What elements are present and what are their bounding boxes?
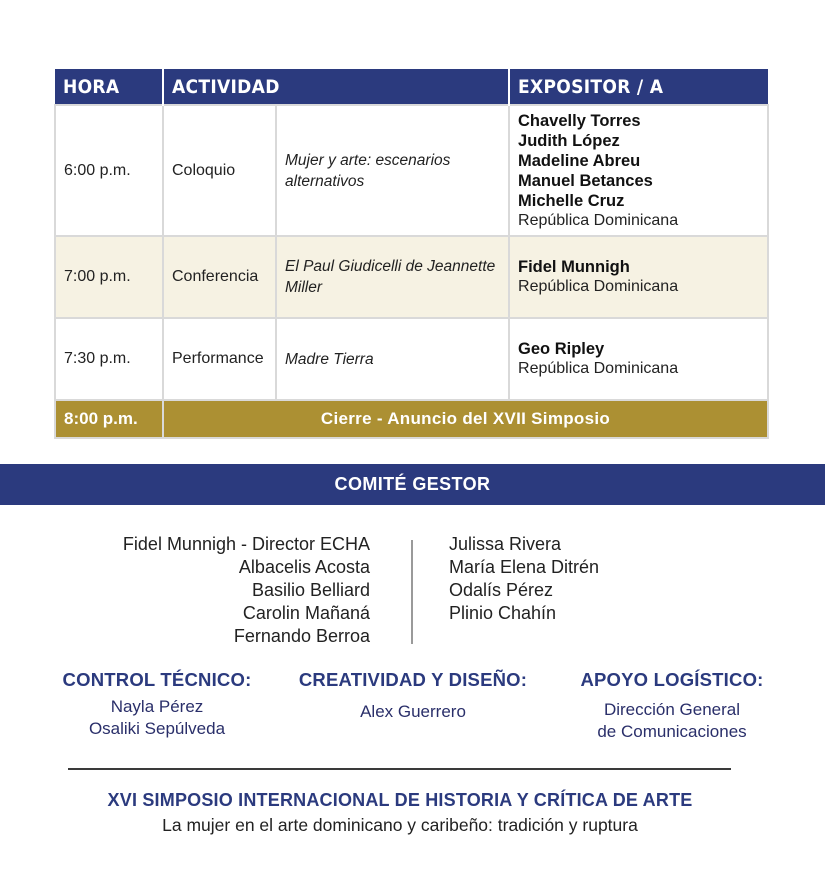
committee-list-left (123, 533, 370, 648)
credit-heading: CONTROL TÉCNICO: (62, 669, 252, 690)
speaker-name: Judith López (518, 131, 620, 150)
committee-heading: COMITÉ GESTOR (0, 464, 825, 505)
credit-heading: APOYO LOGÍSTICO: (580, 669, 764, 690)
row-time: 7:30 p.m. (55, 318, 163, 400)
header-expositor: EXPOSITOR / A (509, 69, 768, 105)
speaker-name: Chavelly Torres (518, 111, 641, 130)
speaker-country: República Dominicana (518, 211, 679, 229)
row-activity-title: El Paul Giudicelli de Jeannette Miller (276, 236, 509, 318)
speaker-country: República Dominicana (518, 360, 679, 377)
credit-person: Alex Guerrero (360, 702, 466, 721)
row-time: 6:00 p.m. (55, 105, 163, 236)
committee-member: Basilio Belliard (251, 580, 370, 600)
credit-person: Dirección General (603, 700, 741, 719)
speaker-name: Manuel Betances (518, 171, 653, 190)
credit-creatividad (288, 669, 538, 723)
footer-subtitle: La mujer en el arte dominicano y caribeño: tradición y ruptura (162, 815, 638, 835)
committee-member: Carolin Mañaná (242, 603, 370, 623)
committee-member: Fidel Munnigh - Director ECHA (122, 534, 370, 554)
row-speakers (509, 236, 768, 318)
credit-heading: CREATIVIDAD Y DISEÑO: (298, 669, 528, 690)
committee-list-right (449, 533, 599, 625)
speaker-country: República Dominicana (518, 278, 679, 295)
row-activity-title: Mujer y arte: escenarios alternativos (276, 105, 509, 236)
header-actividad: ACTIVIDAD (163, 69, 509, 105)
credit-person: Osaliki Sepúlveda (88, 719, 226, 738)
speaker-name: Fidel Munnigh (518, 258, 630, 276)
closing-row (55, 400, 768, 438)
row-activity-title: Madre Tierra (276, 318, 509, 400)
committee-member: Julissa Rivera (449, 534, 562, 554)
schedule-row (55, 236, 768, 318)
speaker-name: Michelle Cruz (518, 191, 625, 210)
speaker-name: Geo Ripley (518, 340, 605, 358)
committee-divider (411, 540, 413, 644)
header-hora: HORA (55, 69, 163, 105)
row-time: 7:00 p.m. (55, 236, 163, 318)
row-activity-type: Coloquio (163, 105, 276, 236)
schedule-row (55, 318, 768, 400)
committee-member: Odalís Pérez (449, 580, 554, 600)
closing-time: 8:00 p.m. (55, 400, 163, 438)
row-speakers (509, 105, 768, 236)
schedule-header-row (55, 69, 768, 105)
footer-title: XVI SIMPOSIO INTERNACIONAL DE HISTORIA Y CRÍTICA DE ARTE (107, 790, 693, 810)
schedule-row (55, 105, 768, 236)
speaker-name: Madeline Abreu (518, 151, 641, 170)
credit-person: Nayla Pérez (110, 697, 204, 716)
closing-text: Cierre - Anuncio del XVII Simposio (163, 400, 768, 438)
row-activity-type: Performance (163, 318, 276, 400)
committee-member: Plinio Chahín (449, 603, 557, 623)
committee-member: Albacelis Acosta (238, 557, 370, 577)
schedule-table (54, 69, 769, 439)
footer-divider (68, 768, 731, 770)
credit-apoyo-logistico (570, 669, 774, 743)
row-speakers (509, 318, 768, 400)
credit-control-tecnico (52, 669, 262, 740)
row-activity-type: Conferencia (163, 236, 276, 318)
committee-member: Fernando Berroa (233, 626, 370, 646)
credit-person: de Comunicaciones (597, 722, 747, 741)
committee-member: María Elena Ditrén (449, 557, 600, 577)
